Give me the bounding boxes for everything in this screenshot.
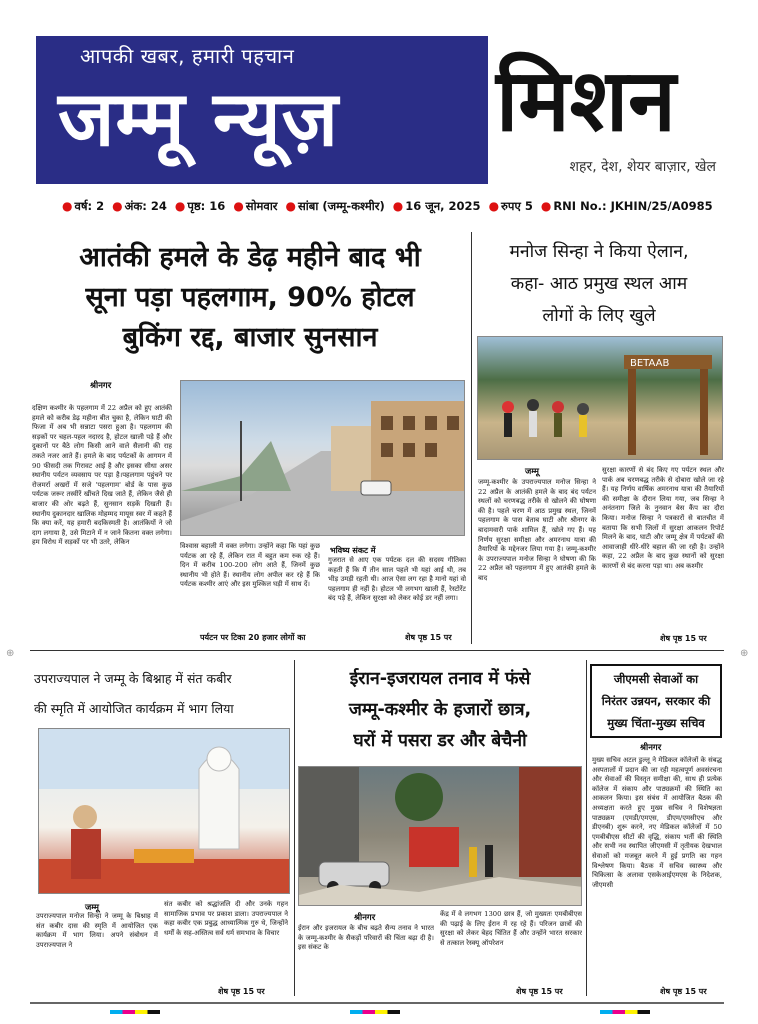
sinha-column-1: जम्मू-कश्मीर के उपराज्यपाल मनोज सिन्हा ने 22 अप्रैल के आतंकी हमले के बाद बंद पर्यटन स्थलों को चरणबद्ध तरीके से खोलने की घोषणा की है। पहले चरण में आठ प्रमुख स्थल, जिनमें पहलगाम के पास बेताब घाटी और श्रीनगर के बादामवारी पार्क शामिल हैं, खोले गए हैं। यह निर्णय सुरक्षा समीक्षा और अमरनाथ यात्रा की तैयारियों के मद्देनजर लिया गया है। जम्मू-कश्मीर के उपराज्यपाल मनोज सिन्हा ने घोषणा की कि 22 अप्रैल को पहलगाम में हुए आतंकी हमले के बाद bbox=[478, 478, 596, 582]
dateline-place: सांबा (जम्मू-कश्मीर) bbox=[298, 199, 385, 213]
masthead-title: जम्मू न्यूज़ bbox=[58, 74, 339, 163]
kabir-column-2: संत कबीर को श्रद्धांजलि दी और उनके गहन सामाजिक प्रभाव पर प्रकाश डाला। उपराज्यपाल ने कहा कबीर एक प्रबुद्ध आध्यात्मिक गुरु थे, जिन्होंने धर्मों के सह-अस्तित्व सर्व धर्म समभाव के विचार bbox=[164, 900, 288, 937]
street-illustration bbox=[181, 381, 465, 536]
gmc-headline-line: जीएमसी सेवाओं का bbox=[613, 672, 699, 686]
dateline-year: वर्ष: 2 bbox=[74, 199, 105, 213]
color-bar-right bbox=[600, 1010, 650, 1014]
dateline-rni: RNI No.: JKHIN/25/A0985 bbox=[553, 199, 713, 213]
dateline-issue: अंक: 24 bbox=[124, 199, 167, 213]
gmc-headline bbox=[590, 664, 722, 738]
bullet-icon: ● bbox=[540, 199, 552, 213]
kabir-column-1: उपराज्यपाल मनोज सिन्हा ने जम्मू के बिश्नाह में संत कबीर दास की स्मृति में आयोजित एक कार्यक्रम में भाग लिया। अपने संबोधन में उपराज्यपाल ने bbox=[36, 912, 158, 949]
iran-photo-damage bbox=[298, 766, 582, 906]
dateline-day: सोमवार bbox=[245, 199, 278, 213]
dateline-price: रुपए 5 bbox=[501, 199, 533, 213]
sinha-place: जम्मू bbox=[525, 467, 539, 477]
lead-headline-line: सूना पड़ा पहलगाम, 90% होटल bbox=[85, 282, 415, 313]
kabir-continue: शेष पृष्ठ 15 पर bbox=[218, 987, 265, 996]
iran-place: श्रीनगर bbox=[354, 913, 376, 923]
masthead-title-mission: मिशन bbox=[496, 51, 676, 151]
sinha-continue: शेष पृष्ठ 15 पर bbox=[660, 634, 707, 643]
iran-column-1: ईरान और इजरायल के बीच बढ़ते सैन्य तनाव ने भारत के जम्मू-कश्मीर के सैकड़ों परिवारों की चिंता बढ़ा दी है। इस संकट के bbox=[298, 924, 434, 952]
iran-column-2: केंद्र में वे लगभग 1300 छात्र हैं, जो मुख्यतः एमबीबीएस की पढ़ाई के लिए ईरान में रह रहे हैं। परिजन छात्रों की सुरक्षा को लेकर बेहद चिंतित हैं और उन्होंने भारत सरकार से तत्काल रेस्क्यू ऑपरेशन bbox=[440, 910, 582, 947]
registration-mark-left: ⊕ bbox=[6, 648, 15, 659]
bullet-icon: ● bbox=[285, 199, 297, 213]
mid-page-rule bbox=[30, 650, 724, 651]
ceremony-illustration bbox=[39, 729, 290, 894]
lead-column-divider bbox=[471, 232, 472, 644]
lead-column-3-heading: भविष्य संकट में bbox=[330, 546, 376, 555]
bullet-icon: ● bbox=[62, 199, 73, 213]
kabir-headline-line: की स्मृति में आयोजित कार्यक्रम में भाग लिया bbox=[34, 701, 234, 716]
masthead-tagline: आपकी खबर, हमारी पहचान bbox=[80, 44, 295, 68]
iran-continue: शेष पृष्ठ 15 पर bbox=[516, 987, 563, 996]
lead-headline-line: बुकिंग रद्द, बाजार सुनसान bbox=[122, 322, 378, 353]
registration-mark-right: ⊕ bbox=[740, 648, 749, 659]
masthead-subtitle: शहर, देश, शेयर बाज़ार, खेल bbox=[569, 159, 716, 175]
lead-headline-line: आतंकी हमले के डेढ़ महीने बाद भी bbox=[79, 242, 421, 273]
color-bar-center bbox=[350, 1010, 400, 1014]
bullet-icon: ● bbox=[174, 199, 186, 213]
iran-headline-line: घरों में पसरा डर और बेचैनी bbox=[353, 731, 527, 751]
gmc-column-1: मुख्य सचिव अटल डुल्लू ने मेडिकल कॉलेजों के संबद्ध अस्पतालों में प्रदान की जा रही महत्वपूर्ण अवसंरचना और सेवाओं की विस्तृत समीक्षा की, साथ ही प्रत्येक कॉलेज में संकाय और पाठ्यक्रमों की स्थिति का आकलन किया। इस संबंध में आयोजित बैठक की अध्यक्षता करते हुए मुख्य सचिव ने विशेषज्ञता पाठ्यक्रम (एमडी/एमएस, डीएम/एमसीएच और डीएनबी) शुरू करने, नए मेडिकल कॉलेजों में 50 एमबीबीएस सीटों की वृद्धि, संकाय भर्ती की स्थिति और सभी नव स्थापित जीएमसी में तृतीयक देखभाल सेवाओं को मजबूत करने में हुई प्रगति का गहन विश्लेषण किया। बैठक में सचिव स्वास्थ्य और चिकित्सा के अलावा एसकेआईएमएस के निदेशक, जीएमसी bbox=[592, 756, 722, 889]
lead-place: श्रीनगर bbox=[90, 381, 112, 391]
lead-column-1: दक्षिण कश्मीर के पहलगाम में 22 अप्रैल को हुए आतंकी हमले को करीब डेढ़ महीना बीत चुका है, लेकिन घाटी की फिजा में अब भी सन्नाटा पसरा हुआ है। पहलगाम की सड़कों पर चहल-पहल नदारद है, होटल खाली पड़े हैं और दुकानों पर बैठे लोग किसी आने वाले सैलानी की राह तकते नजर आते हैं। हमले के बाद पर्यटकों के आगमन में 90 फीसदी तक गिरावट आई है और इसका सीधा असर स्थानीय पर्यटन व्यवसाय पर पड़ा है।पहलगाम पहुंचने पर रोजमर्रा अखरों में सजे 'पहलगाम' बोर्ड के पास कुछ पर्यटक जरूर तस्वीरें खींचते दिख जाते हैं, लेकिन जैसे ही बाजार की ओर बढ़ते हैं, सुनसान सड़कें दिखती हैं। स्थानीय दुकानदार खालिक मोहम्मद मायूस स्वर में कहते हैं कि क्या करें, यह हमारी बदकिस्मती है। आतंकियों ने जो दाग लगाया है, उसे मिटाने में न जाने कितना वक्त लगेगा। हम विरोध में सड़कों पर भी उतरे, लेकिन bbox=[32, 404, 172, 547]
masthead bbox=[36, 36, 722, 184]
gmc-headline-line: निरंतर उन्नयन, सरकार की bbox=[601, 694, 711, 708]
sinha-column-2: सुरक्षा कारणों से बंद किए गए पर्यटन स्थल और पार्क अब चरणबद्ध तरीके से दोबारा खोले जा रहे हैं। यह निर्णय वार्षिक अमरनाथ यात्रा की तैयारियों की समीक्षा के दौरान लिया गया, जब सिन्हा ने अनंतनाग जिले के नुनवान बेस कैंप का दौरा किया। मनोज सिन्हा ने पत्रकारों से बातचीत में बताया कि सभी जिलों में सुरक्षा आकलन रिपोर्ट मिलने के बाद, घाटी और जम्मू क्षेत्र में पर्यटकों की आवाजाही धीरे-धीरे बहाल की जा रही है। उन्होंने कहा, 22 अप्रैल के बाद कुछ स्थानों को सुरक्षा कारणों से बंद करना पड़ा था। अब कश्मीर bbox=[602, 466, 724, 570]
footer-rule bbox=[30, 1002, 724, 1004]
rubble-illustration bbox=[299, 767, 582, 906]
kabir-headline bbox=[34, 664, 288, 724]
lead-headline bbox=[30, 238, 470, 358]
lead-column-2: विश्वास बहाली में वक्त लगेगा। उन्होंने कहा कि यहां कुछ पर्यटक आ रहे हैं, लेकिन रात में बहुत कम रुक रहे हैं। दिन में करीब 100-200 लोग आते हैं, जिनमें कुछ स्थानीय भी होते हैं। स्थानीय लोग अपील कर रहे हैं कि पर्यटक कश्मीर आएं और इस मुश्किल घड़ी में साथ दें। bbox=[180, 542, 320, 589]
bullet-icon: ● bbox=[233, 199, 244, 213]
sinha-headline bbox=[476, 236, 722, 332]
kabir-divider bbox=[294, 660, 295, 996]
dateline-pages: पृष्ठ: 16 bbox=[187, 199, 226, 213]
dateline bbox=[58, 199, 718, 217]
iran-headline-line: ईरान-इजरायल तनाव में फंसे bbox=[349, 669, 531, 689]
bullet-icon: ● bbox=[392, 199, 404, 213]
lead-photo-pahalgam-street bbox=[180, 380, 465, 536]
sinha-headline-line: मनोज सिन्हा ने किया ऐलान, bbox=[509, 242, 689, 262]
iran-headline bbox=[298, 664, 582, 757]
lead-column-3-continue: शेष पृष्ठ 15 पर bbox=[405, 633, 452, 642]
gmc-place: श्रीनगर bbox=[640, 743, 662, 753]
kabir-place: जम्मू bbox=[85, 903, 99, 913]
gmc-continue: शेष पृष्ठ 15 पर bbox=[660, 987, 707, 996]
sinha-headline-line: कहा- आठ प्रमुख स्थल आम bbox=[510, 274, 688, 294]
iran-headline-line: जम्मू-कश्मीर के हजारों छात्र, bbox=[348, 700, 532, 720]
lead-column-3: गुजरात से आए एक पर्यटक दल की सदस्य गीतिका कहती हैं कि मैं तीन साल पहले भी यहां आई थी, तब भीड़ उमड़ी रहती थी। आज ऐसा लग रहा है मानो यहां वो पहलगाम ही नहीं है। होटल भी लगभग खाली हैं, रेस्टोरेंट बंद पड़े हैं, लेकिन सुरक्षा को लेकर कोई डर नहीं लगा। bbox=[328, 556, 466, 603]
park-illustration bbox=[478, 337, 723, 460]
masthead-blue-panel bbox=[36, 36, 488, 184]
sinha-photo-betaab-valley bbox=[477, 336, 723, 460]
lead-column-2-continue: पर्यटन पर टिका 20 हजार लोगों का bbox=[200, 633, 306, 642]
kabir-photo-ceremony bbox=[38, 728, 290, 894]
kabir-headline-line: उपराज्यपाल ने जम्मू के बिश्नाह में संत कबीर bbox=[34, 671, 232, 686]
sinha-headline-line: लोगों के लिए खुले bbox=[542, 306, 656, 326]
color-bar-left bbox=[110, 1010, 160, 1014]
dateline-date: 16 जून, 2025 bbox=[405, 199, 481, 213]
iran-divider bbox=[586, 660, 587, 996]
park-sign-text: BETAAB bbox=[630, 358, 670, 369]
bullet-icon: ● bbox=[488, 199, 500, 213]
gmc-headline-line: मुख्य चिंता-मुख्य सचिव bbox=[607, 716, 705, 730]
bullet-icon: ● bbox=[112, 199, 123, 213]
